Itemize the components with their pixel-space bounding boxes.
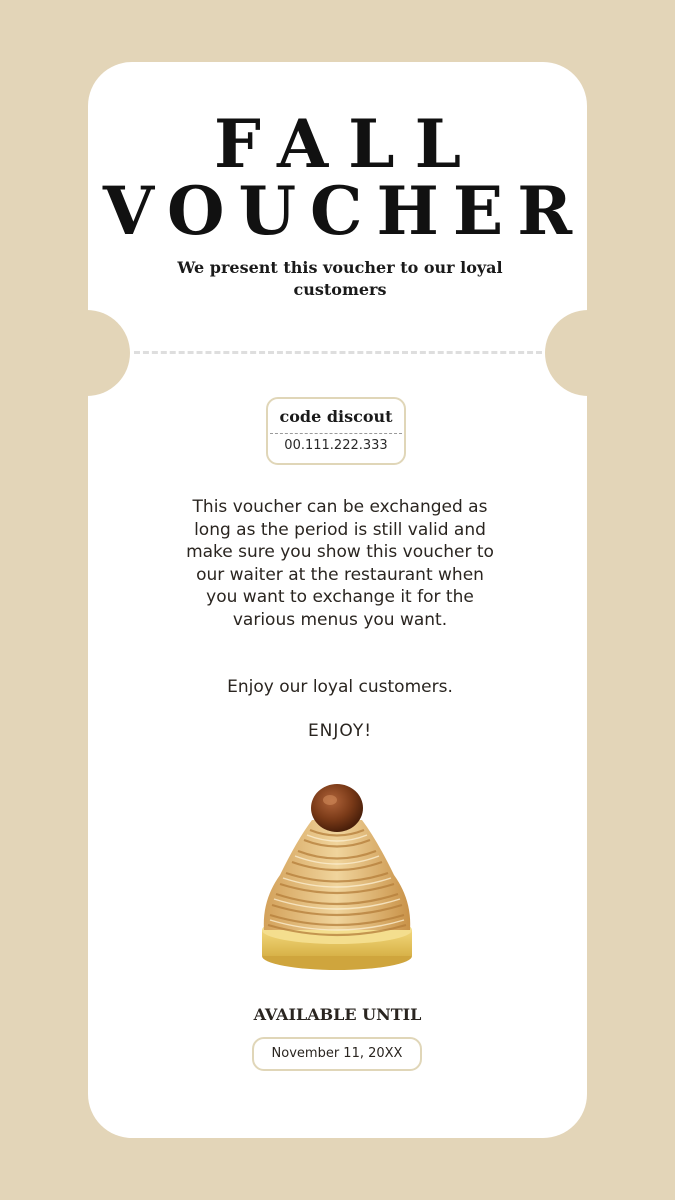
available-until-label: AVAILABLE UNTIL — [253, 1005, 422, 1024]
voucher-subtitle: We present this voucher to our loyal customers — [177, 258, 503, 299]
code-divider — [270, 433, 402, 434]
perforation-line — [134, 351, 542, 354]
ticket-notch-right — [545, 310, 631, 396]
mont-blanc-cake-icon — [252, 780, 422, 975]
voucher-description: This voucher can be exchanged as long as the period is still valid and make sure you show this voucher to our waiter at the restaurant when you want to exchange it for the various menus you want. — [186, 497, 494, 630]
voucher-title-line-2: VOUCHER — [102, 172, 587, 250]
discount-code-label: code discout — [279, 407, 393, 426]
loyal-customers-message: Enjoy our loyal customers. — [227, 677, 453, 697]
enjoy-message: ENJOY! — [307, 721, 373, 741]
expiry-date-value: November 11, 20XX — [271, 1046, 403, 1061]
voucher-title-line-1: FALL — [213, 105, 481, 183]
discount-code-box — [266, 397, 406, 465]
discount-code-value: 00.111.222.333 — [284, 438, 388, 453]
ticket-notch-left — [44, 310, 130, 396]
expiry-date-box — [252, 1037, 422, 1071]
